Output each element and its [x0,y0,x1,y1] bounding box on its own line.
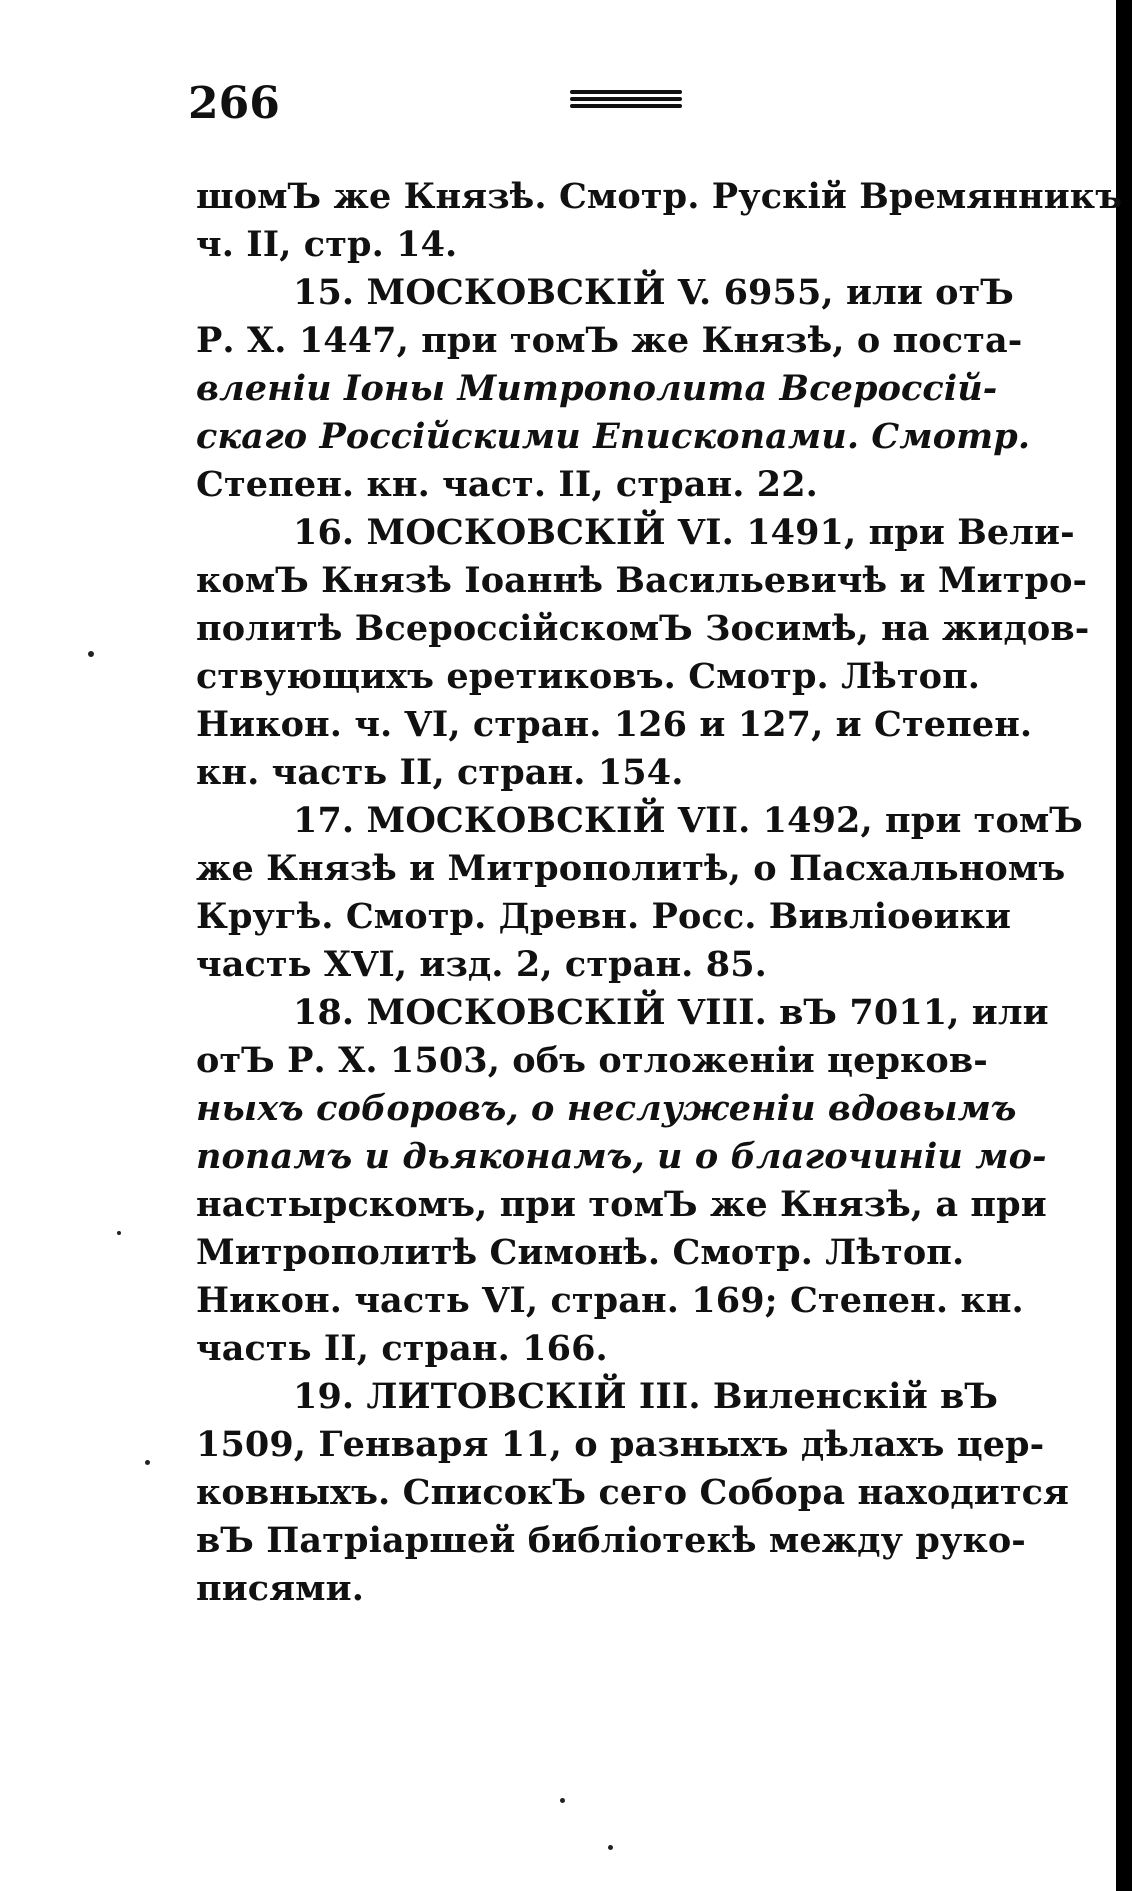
print-speck [145,1460,150,1465]
text-line: ч. II, стр. 14. [196,224,458,265]
print-speck [117,1231,121,1235]
print-speck [88,651,94,657]
text-line: шомЪ же Князѣ. Смотр. Рускій Времянникъ [196,176,1123,217]
text-line: Кругѣ. Смотр. Древн. Росс. Вивліоѳики [196,896,1012,937]
text-line: комЪ Князѣ Іоаннѣ Васильевичѣ и Митро- [196,560,1088,601]
page-number: 266 [188,78,280,129]
text-line: же Князѣ и Митрополитѣ, о Пасхальномъ [196,848,1066,889]
text-line: политѣ ВсероссійскомЪ Зосимѣ, на жидов- [196,608,1090,649]
entry-16-heading: 16. МОСКОВСКІЙ VI. 1491, при Вели- [293,512,1075,553]
text-line: кн. часть II, стран. 154. [196,752,684,793]
text-line: попамъ и дьяконамъ, и о благочиніи мо- [196,1136,1047,1177]
entry-15-heading: 15. МОСКОВСКІЙ V. 6955, или отЪ [293,272,1014,313]
text-line: настырскомъ, при томЪ же Князѣ, а при [196,1184,1047,1225]
text-line: Митрополитѣ Симонѣ. Смотр. Лѣтоп. [196,1232,965,1273]
text-line: часть II, стран. 166. [196,1328,608,1369]
text-line: Степен. кн. част. II, стран. 22. [196,464,818,505]
text-line: скаго Россійскими Епископами. Смотр. [196,416,1031,457]
text-line: Никон. часть VI, стран. 169; Степен. кн. [196,1280,1024,1321]
entry-18-heading: 18. МОСКОВСКІЙ VIII. вЪ 7011, или [293,992,1049,1033]
text-line: 1509, Генваря 11, о разныхъ дѣлахъ цер- [196,1424,1045,1465]
text-line: отЪ Р. Х. 1503, объ отложеніи церков- [196,1040,988,1081]
text-line: Р. Х. 1447, при томЪ же Князѣ, о поста- [196,320,1023,361]
print-speck [608,1845,613,1850]
text-line: писями. [196,1568,364,1609]
text-line: ковныхъ. СписокЪ сего Собора находится [196,1472,1069,1513]
print-speck [560,1798,565,1803]
text-line: часть XVI, изд. 2, стран. 85. [196,944,767,985]
entry-19-heading: 19. ЛИТОВСКІЙ III. Виленскій вЪ [293,1376,999,1417]
page-edge-shadow [1116,0,1132,1891]
entry-17-heading: 17. МОСКОВСКІЙ VII. 1492, при томЪ [293,800,1083,841]
text-line: Никон. ч. VI, стран. 126 и 127, и Степен. [196,704,1033,745]
body-text [196,176,1123,1616]
text-line: вЪ Патріаршей библіотекѣ между руко- [196,1520,1026,1561]
header-ornament [570,90,682,116]
text-line: вленіи Іоны Митрополита Всероссій- [196,368,998,409]
text-line: ствующихъ еретиковъ. Смотр. Лѣтоп. [196,656,981,697]
text-line: ныхъ соборовъ, о неслуженіи вдовымъ [196,1088,1017,1129]
